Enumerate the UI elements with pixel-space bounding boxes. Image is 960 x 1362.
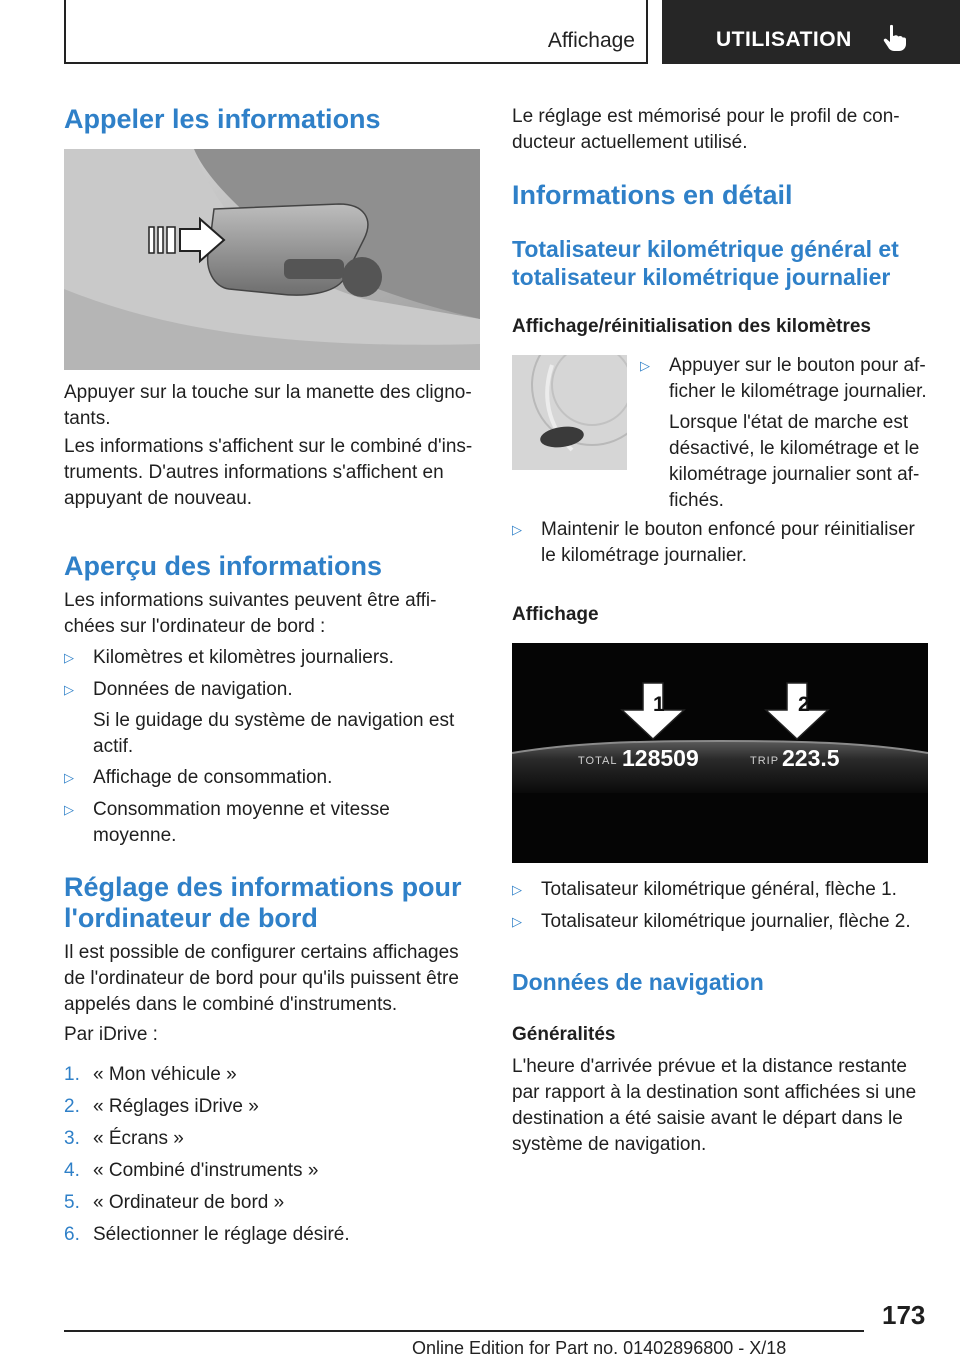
bullet-triangle-icon: ▷ <box>64 682 74 697</box>
paragraph-par-idrive: Par iDrive : <box>64 1024 158 1045</box>
header-section-title: Affichage <box>547 29 635 52</box>
stalk-button-image <box>64 149 480 370</box>
list-item: ▷ Consommation moyenne et vitesse moyenne. <box>64 799 390 846</box>
bullet-triangle-icon: ▷ <box>64 650 74 665</box>
subheading-generalites: Généralités <box>512 1024 616 1045</box>
pointing-hand-icon <box>882 24 908 57</box>
trip-label: TRIP <box>750 755 780 767</box>
paragraph-appuyer-touche: Appuyer sur la touche sur la manette des cligno- tants. <box>64 382 472 429</box>
footer-divider <box>64 1330 864 1332</box>
subheading-affichage-reinitialisation: Affichage/réinitialisation des kilomètres <box>512 316 871 337</box>
subheading-affichage: Affichage <box>512 604 599 625</box>
odometer-button-image <box>512 355 627 470</box>
chapter-tab-label: UTILISATION <box>716 28 852 51</box>
heading-apercu-informations: Aperçu des informations <box>64 551 383 581</box>
numbered-step: 4. « Combiné d'instruments » <box>64 1160 319 1181</box>
trip-value: 223.5 <box>782 745 840 771</box>
list-item: ▷ Affichage de consommation. <box>64 765 484 791</box>
chapter-tab <box>662 0 960 64</box>
bullet-triangle-icon: ▷ <box>512 882 522 897</box>
numbered-step: 1. « Mon véhicule » <box>64 1064 237 1085</box>
paragraph-reglage: Il est possible de configurer certains affichages de l'ordinateur de bord pour qu'ils puissent être appelés dans le combiné d'instruments. <box>64 942 459 1015</box>
paragraph-lorsque-etat: Lorsque l'état de marche est désactivé, le kilométrage et le kilométrage journalier sont af- fichés. <box>669 412 920 511</box>
bullet-triangle-icon: ▷ <box>64 802 74 817</box>
list-item: ▷ Appuyer sur le bouton pour af- ficher le kilométrage journalier. <box>640 355 927 402</box>
list-item: ▷ Totalisateur kilométrique général, flèche 1. <box>512 877 932 903</box>
bullet-triangle-icon: ▷ <box>64 770 74 785</box>
paragraph-informations-affichent: Les informations s'affichent sur le combiné d'ins- truments. D'autres informations s'affichent en appuyant de nouveau. <box>64 436 473 509</box>
odometer-display-image <box>512 643 928 863</box>
list-item-detail: Si le guidage du système de navigation est actif. <box>93 710 455 757</box>
paragraph-heure-arrivee: L'heure d'arrivée prévue et la distance restante par rapport à la destination sont affichées si une destination a été saisie avant le départ dans le système de navigation. <box>512 1056 917 1155</box>
paragraph-reglage-memorise: Le réglage est mémorisé pour le profil de con- ducteur actuellement utilisé. <box>512 106 900 153</box>
list-item: ▷ Données de navigation. <box>64 677 484 703</box>
footer-edition: Online Edition for Part no. 01402896800 - X/18 <box>412 1338 787 1358</box>
numbered-step: 3. « Écrans » <box>64 1128 184 1149</box>
numbered-step: 2. « Réglages iDrive » <box>64 1096 259 1117</box>
bullet-triangle-icon: ▷ <box>512 914 522 929</box>
list-item: ▷ Maintenir le bouton enfoncé pour réinitialiser le kilométrage journalier. <box>512 519 915 566</box>
heading-informations-detail: Informations en détail <box>512 180 793 210</box>
total-label: TOTAL <box>578 755 618 767</box>
total-value: 128509 <box>622 745 699 771</box>
arrow-1-label: 1 <box>653 693 665 716</box>
page-number: 173 <box>882 1300 926 1330</box>
numbered-step: 6. Sélectionner le réglage désiré. <box>64 1224 350 1245</box>
heading-totalisateur: Totalisateur kilométrique général et totalisateur kilométrique journalier <box>512 236 899 290</box>
bullet-triangle-icon: ▷ <box>512 522 522 537</box>
paragraph-apercu: Les informations suivantes peuvent être affi- chées sur l'ordinateur de bord : <box>64 590 437 637</box>
arrow-2-label: 2 <box>798 693 810 716</box>
bullet-triangle-icon: ▷ <box>640 358 650 373</box>
list-item: ▷ Kilomètres et kilomètres journaliers. <box>64 645 484 671</box>
heading-appeler-informations: Appeler les informations <box>64 104 381 134</box>
numbered-step: 5. « Ordinateur de bord » <box>64 1192 285 1213</box>
list-item: ▷ Totalisateur kilométrique journalier, flèche 2. <box>512 909 932 935</box>
heading-donnees-navigation: Données de navigation <box>512 969 764 995</box>
heading-reglage-informations: Réglage des informations pour l'ordinateur de bord <box>64 872 462 933</box>
